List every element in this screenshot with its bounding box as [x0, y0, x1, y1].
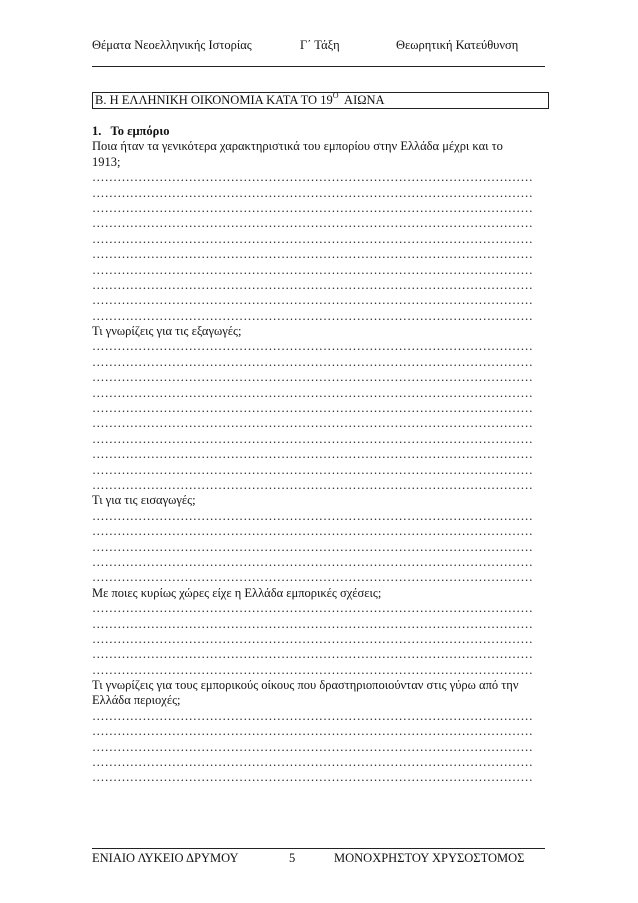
question-text: 1913;	[92, 154, 121, 169]
section-heading-box	[92, 92, 549, 109]
question-text: Τι για τις εισαγωγές;	[92, 493, 196, 508]
answer-line[interactable]: ……………………………………………………………………………………………	[92, 539, 533, 554]
answer-line[interactable]: ……………………………………………………………………………………………	[92, 308, 533, 323]
answer-line[interactable]: ……………………………………………………………………………………………	[92, 401, 533, 416]
header-subject: Θέματα Νεοελληνικής Ιστορίας	[92, 38, 252, 52]
answer-line[interactable]: ……………………………………………………………………………………………	[92, 170, 533, 185]
footer-author: ΜΟΝΟΧΡΗΣΤΟΥ ΧΡΥΣΟΣΤΟΜΟΣ	[334, 851, 525, 865]
question-text: Ελλάδα περιοχές;	[92, 693, 181, 708]
answer-line[interactable]: ……………………………………………………………………………………………	[92, 662, 533, 677]
question-text: Τι γνωρίζεις για τις εξαγωγές;	[92, 324, 242, 339]
answer-line[interactable]: ……………………………………………………………………………………………	[92, 708, 533, 723]
answer-line[interactable]: ……………………………………………………………………………………………	[92, 200, 533, 215]
question-text: Με ποιες κυρίως χώρες είχε η Ελλάδα εμπορικές σχέσεις;	[92, 585, 382, 600]
answer-line[interactable]: ……………………………………………………………………………………………	[92, 524, 533, 539]
header-rule	[92, 66, 545, 67]
questions-area	[92, 124, 540, 786]
answer-line[interactable]: ……………………………………………………………………………………………	[92, 647, 533, 662]
section-heading: Β. Η ΕΛΛΗΝΙΚΗ ΟΙΚΟΝΟΜΙΑ ΚΑΤΑ ΤΟ 19	[95, 93, 333, 107]
header-track: Θεωρητική Κατεύθυνση	[396, 38, 519, 52]
answer-line[interactable]: ……………………………………………………………………………………………	[92, 570, 533, 585]
answer-line[interactable]: ……………………………………………………………………………………………	[92, 447, 533, 462]
question-text: Ποια ήταν τα γενικότερα χαρακτηριστικά του εμπορίου στην Ελλάδα μέχρι και το	[92, 139, 503, 154]
answer-line[interactable]: ……………………………………………………………………………………………	[92, 370, 533, 385]
answer-line[interactable]: ……………………………………………………………………………………………	[92, 231, 533, 246]
answer-line[interactable]: ……………………………………………………………………………………………	[92, 416, 533, 431]
question-text: Τι γνωρίζεις για τους εμπορικούς οίκους που δραστηριοποιούνταν στις γύρω από την	[92, 678, 519, 693]
section-heading-superscript: Ο	[332, 91, 339, 100]
section-heading-suffix: ΑΙΩΝΑ	[338, 93, 385, 107]
answer-line[interactable]: ……………………………………………………………………………………………	[92, 770, 533, 785]
header-grade: Γ΄ Τάξη	[300, 38, 340, 52]
answer-line[interactable]: ……………………………………………………………………………………………	[92, 185, 533, 200]
answer-line[interactable]: ……………………………………………………………………………………………	[92, 262, 533, 277]
answer-line[interactable]: ……………………………………………………………………………………………	[92, 724, 533, 739]
answer-line[interactable]: ……………………………………………………………………………………………	[92, 616, 533, 631]
answer-line[interactable]: ……………………………………………………………………………………………	[92, 247, 533, 262]
answer-line[interactable]: ……………………………………………………………………………………………	[92, 277, 533, 292]
answer-line[interactable]: ……………………………………………………………………………………………	[92, 739, 533, 754]
topic-title: 1. Το εμπόριο	[92, 124, 170, 138]
answer-line[interactable]: ……………………………………………………………………………………………	[92, 508, 533, 523]
answer-line[interactable]: ……………………………………………………………………………………………	[92, 554, 533, 569]
answer-line[interactable]: ……………………………………………………………………………………………	[92, 631, 533, 646]
footer-school: ΕΝΙΑΙΟ ΛΥΚΕΙΟ ΔΡΥΜΟΥ	[92, 851, 239, 865]
answer-line[interactable]: ……………………………………………………………………………………………	[92, 339, 533, 354]
answer-line[interactable]: ……………………………………………………………………………………………	[92, 216, 533, 231]
answer-line[interactable]: ……………………………………………………………………………………………	[92, 431, 533, 446]
footer-rule	[92, 848, 545, 849]
footer-page-number: 5	[289, 851, 296, 865]
answer-line[interactable]: ……………………………………………………………………………………………	[92, 462, 533, 477]
answer-line[interactable]: ……………………………………………………………………………………………	[92, 755, 533, 770]
answer-line[interactable]: ……………………………………………………………………………………………	[92, 354, 533, 369]
answer-line[interactable]: ……………………………………………………………………………………………	[92, 293, 533, 308]
answer-line[interactable]: ……………………………………………………………………………………………	[92, 477, 533, 492]
answer-line[interactable]: ……………………………………………………………………………………………	[92, 385, 533, 400]
answer-line[interactable]: ……………………………………………………………………………………………	[92, 601, 533, 616]
